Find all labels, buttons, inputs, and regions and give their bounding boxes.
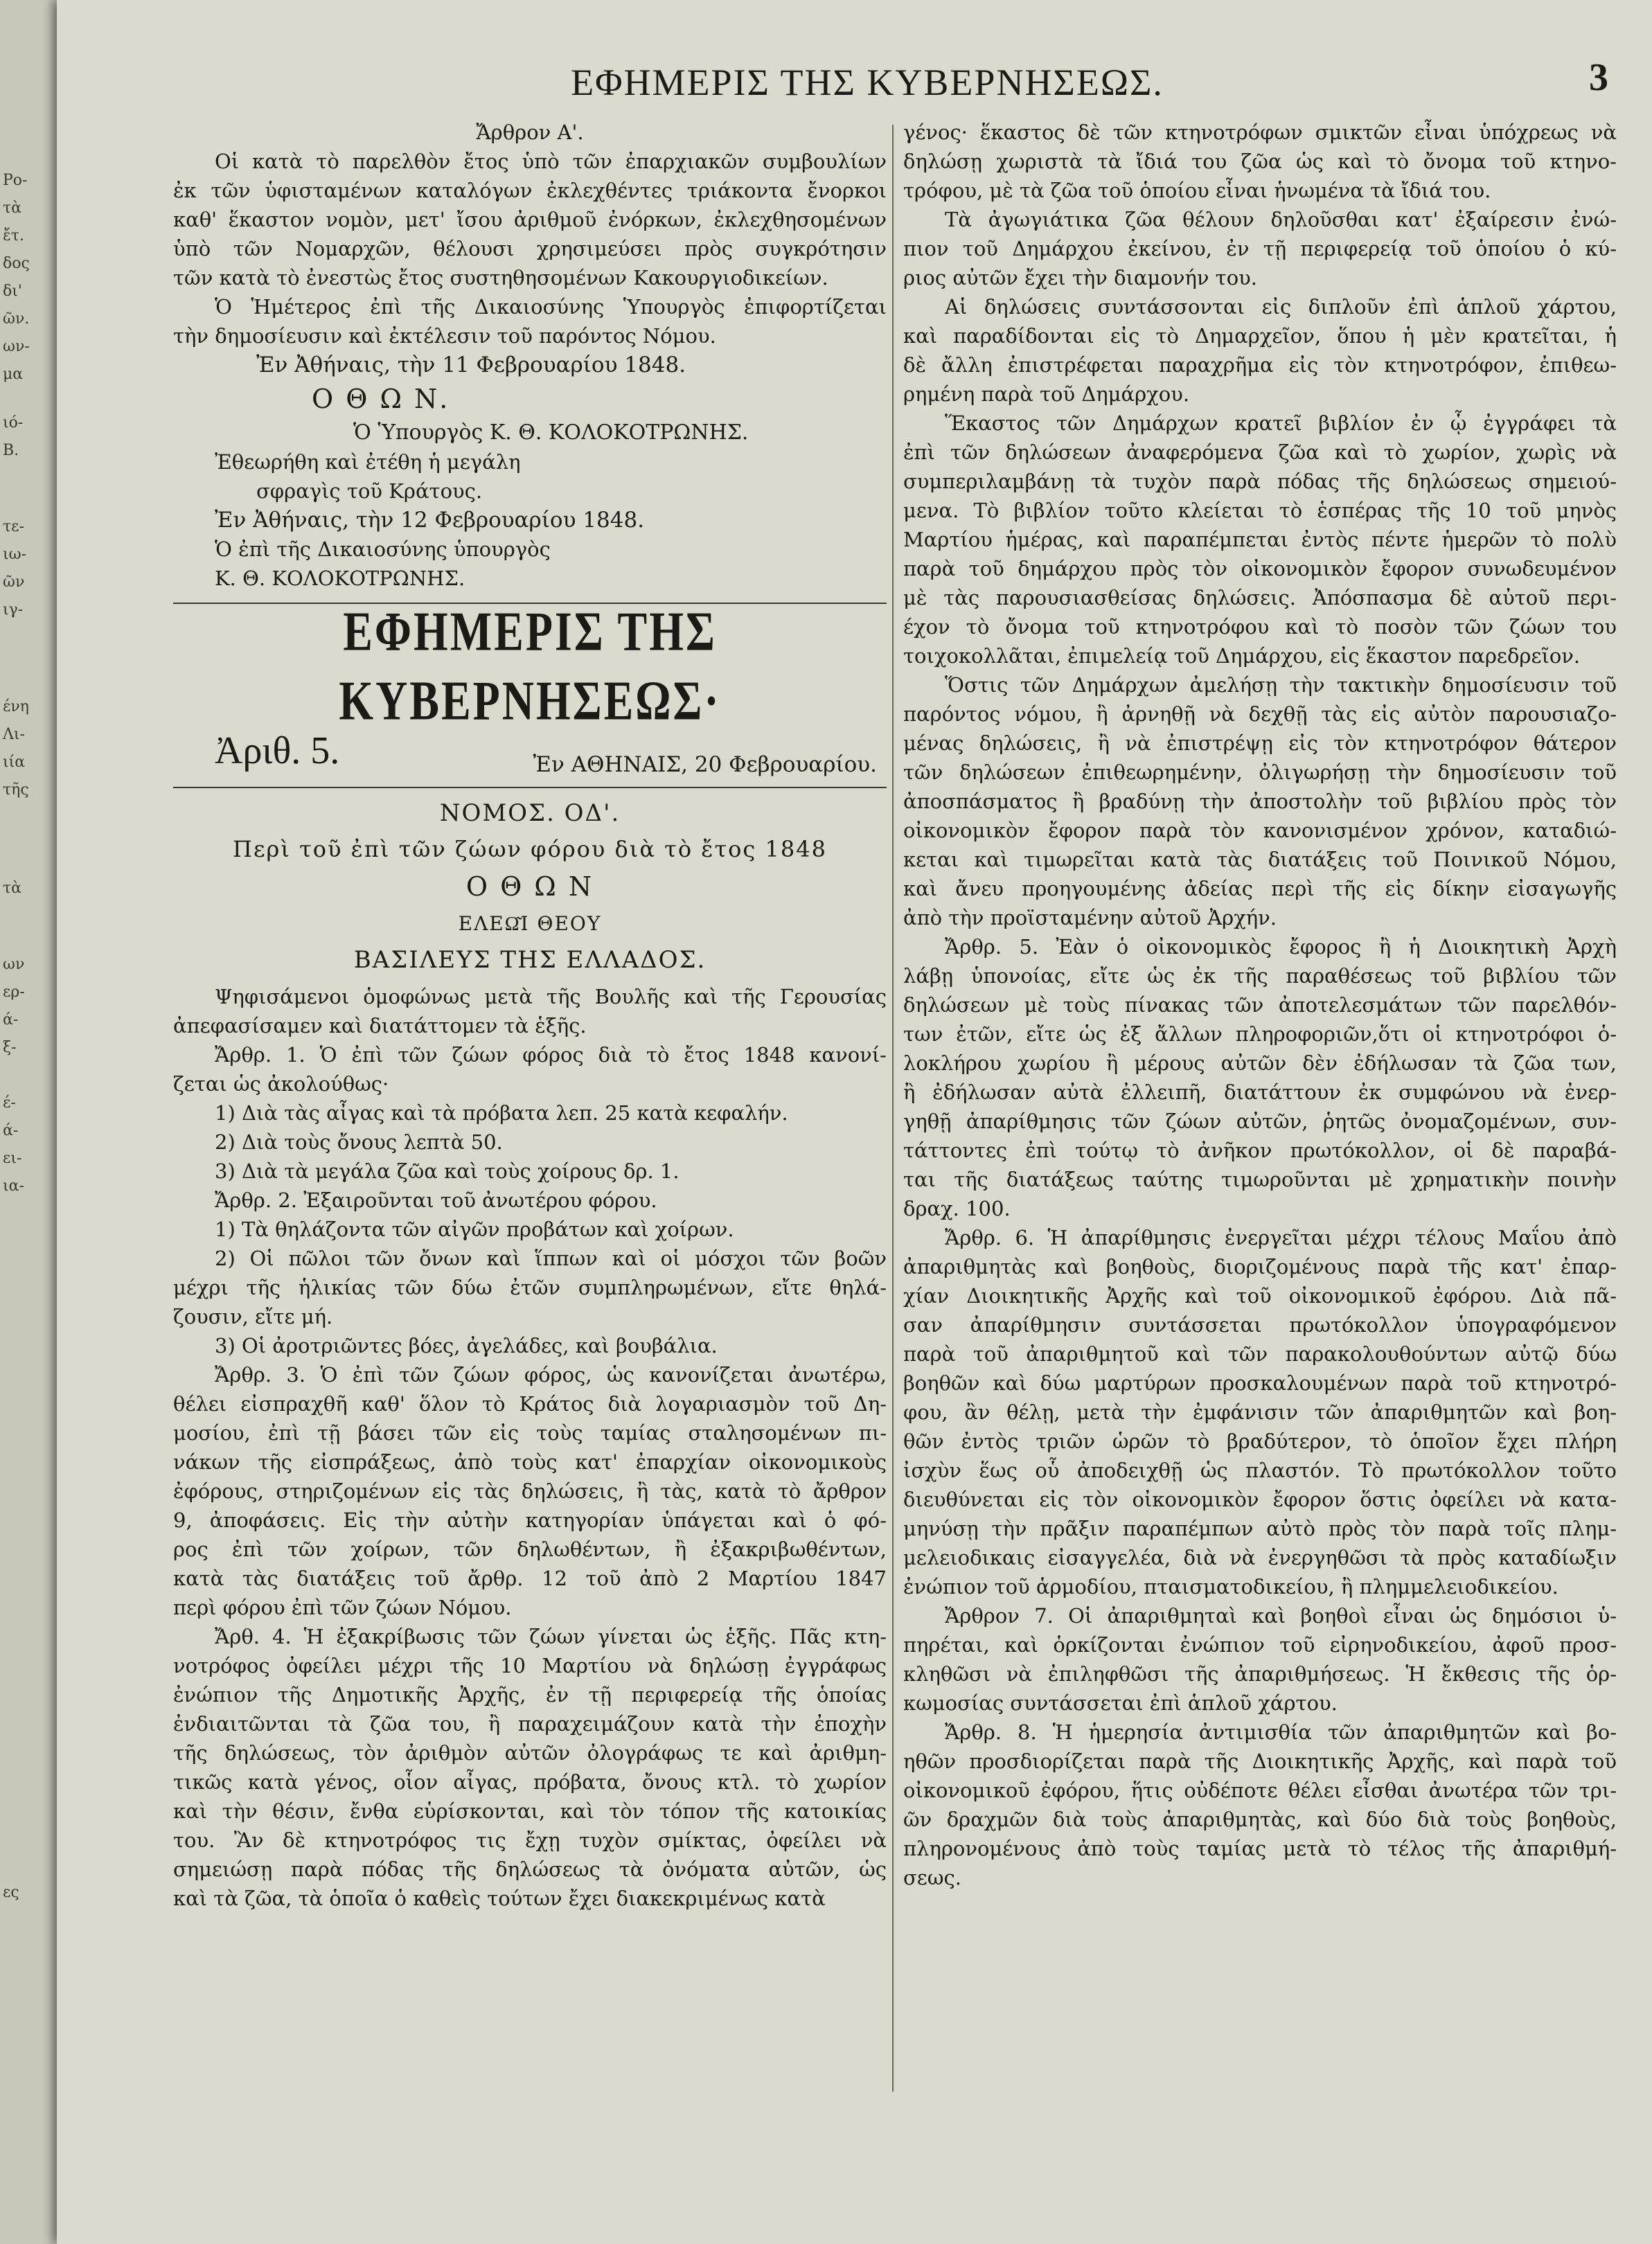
text-line: Ἕκαστος τῶν Δημάρχων κρατεῖ βιβλίον ἐν ᾧ ἐγγράφει τὰ [945,411,1617,435]
text-line: τάττοντες ἐπὶ τούτῳ τὸ ἀνῆκον πρωτόκολλον, οἱ δὲ παραβά- [903,1139,1617,1162]
margin-fragment: ιγ- [3,601,24,618]
text-line: Μαρτίου ἡμέρας, καὶ παραπέμπεται ἐντὸς πέντε ἡμερῶν τὸ πολὺ [903,528,1617,551]
text-line: ἐνώπιον τῆς Δημοτικῆς Ἀρχῆς, ἐν τῇ περιφερείᾳ τῆς ὁποίας [173,1683,887,1707]
text-line: καὶ παραδίδονται εἰς τὸ Δημαρχεῖον, ὅπου ἡ μὲν κρατεῖται, ἡ [903,324,1617,348]
masthead-rule [173,787,887,788]
text-line: καθ' ἕκαστον νομὸν, μετ' ἴσου ἀριθμοῦ ἐνόρκων, ἐκλεχθησομένων [173,208,887,231]
seal-date: Ἐν Ἀθήναις, τὴν 12 Φεβρουαρίου 1848. [215,508,645,533]
margin-fragment: Ρο- [3,172,28,189]
text-line: γένος· ἕκαστος δὲ τῶν κτηνοτρόφων σμικτῶν εἶναι ὑπόχρεως νὰ [903,121,1617,144]
text-line: τοιχοκολλᾶται, ἐπιμελείᾳ τοῦ Δημάρχου, εἰς ἕκαστον παρεδρεῖον. [903,644,1581,668]
text-line: λοκλήρου χωρίου ἢ μέρους αὐτῶν δὲν ἐδήλωσαν τὰ ζῶα των, [903,1051,1617,1075]
text-line: ἐκ τῶν ὑφισταμένων καταλόγων ἐκλεχθέντες τριάκοντα ἔνορκοι [173,179,887,202]
text-line: παρὰ τοῦ ἀπαριθμητοῦ καὶ τῶν παρακολουθούντων αὐτῷ δύω [903,1342,1617,1366]
issue-row [173,729,887,787]
margin-fragment: δος [3,255,30,272]
text-line: Ὅστις τῶν Δημάρχων ἀμελήσῃ τὴν τακτικὴν δημοσίευσιν τοῦ [945,673,1617,697]
text-line: μενα. Τὸ βιβλίον τοῦτο κλείεται τὸ ἑσπέρας τῆς 10 τοῦ μηνὸς [903,499,1617,522]
text-line: Ψηφισάμενοι ὁμοφώνως μετὰ τῆς Βουλῆς καὶ τῆς Γερουσίας [215,985,887,1008]
text-line: τῶν δηλώσεων ἐπιθεωρημένην, ὀλιγωρήσῃ τὴν δημοσίευσιν τοῦ [903,760,1617,784]
text-line: 3) Διὰ τὰ μεγάλα ζῶα καὶ τοὺς χοίρους δρ. 1. [215,1159,680,1183]
margin-fragment: ει- [3,1150,22,1167]
text-line: ἐνδιαιτῶνται τὰ ζῶα του, ἢ παραχειμάζουν κατὰ τὴν ἐποχὴν [173,1712,887,1736]
decree-date: Ἐν Ἀθήναις, τὴν 11 Φεβρουαρίου 1848. [256,353,686,377]
text-line: ρημένη παρὰ τοῦ Δημάρχου. [903,382,1190,406]
text-line: Αἱ δηλώσεις συντάσσονται εἰς διπλοῦν ἐπὶ ἁπλοῦ χάρτου, [945,295,1617,319]
text-line: Ἄρθρον 7. Οἱ ἀπαριθμηταὶ καὶ βοηθοὶ εἶναι ὡς δημόσιοι ὑ- [945,1604,1617,1628]
text-line: πηρέται, καὶ ὁρκίζονται ἐνώπιον τοῦ εἰρηνοδικείου, ἀφοῦ προσ- [903,1633,1617,1657]
text-line: σαν ἀπαρίθμησιν συντάσσεται πρωτόκολλον ὑπογραφόμενον [903,1313,1617,1337]
text-line: Ὁ Ἡμέτερος ἐπὶ τῆς Δικαιοσύνης Ὑπουργὸς ἐπιφορτίζεται [215,295,887,319]
margin-fragment: Λι- [3,726,25,743]
margin-fragment: τε- [3,518,25,535]
text-line: ἀπὸ τὴν προϊσταμένην αὐτοῦ Ἀρχήν. [903,906,1277,929]
seal-minister-title: Ὁ ἐπὶ τῆς Δικαιοσύνης ὑπουργὸς [215,537,551,561]
law-number: ΝΟΜΟΣ. ΟΔ'. [439,799,621,827]
text-line: Ἄρθρ. 3. Ὁ ἐπὶ τῶν ζώων φόρος, ὡς κανονίζεται ἀνωτέρω, [215,1363,887,1387]
margin-fragment: ιό- [3,414,24,431]
text-line: Ἄρθρ. 1. Ὁ ἐπὶ τῶν ζώων φόρος διὰ τὸ ἔτος 1848 κανονί- [215,1043,887,1067]
text-line: χίαν Διοικητικῆς Ἀρχῆς καὶ τοῦ οἰκονομικοῦ ἐφόρου. Διὰ πᾶ- [903,1284,1617,1308]
margin-fragment: ῶν. [3,310,30,328]
text-line: ἐνώπιον τοῦ ἁρμοδίου, πταισματοδικείου, ἢ πλημμελειοδικείου. [903,1575,1558,1599]
previous-page-edge [0,0,60,2244]
left-column [173,118,887,1913]
text-line: 9, ἀποφάσεις. Εἰς τὴν αὐτὴν κατηγορίαν ὑπάγεται καὶ ὁ φό- [173,1508,887,1532]
seal-minister-name: Κ. Θ. ΚΟΛΟΚΟΤΡΩΝΗΣ. [215,567,465,590]
law-body [173,982,887,1913]
text-line: Ἄρθρ. 2. Ἐξαιροῦνται τοῦ ἀνωτέρου φόρου. [215,1188,657,1212]
margin-fragment: ων- [3,338,30,355]
margin-fragment: τὰ [3,880,22,897]
minister-signature: Ὁ Ὑπουργὸς Κ. Θ. ΚΟΛΟΚΟΤΡΩΝΗΣ. [353,420,749,445]
margin-fragment: ων [3,956,25,973]
text-line: Ἄρθρ. 8. Ἡ ἡμερησία ἀντιμισθία τῶν ἀπαριθμητῶν καὶ βο- [945,1720,1617,1744]
text-line: σεως. [903,1866,961,1889]
text-line: πιον τοῦ Δημάρχου ἐκείνου, ἐν τῇ περιφερείᾳ τοῦ ὁποίου ὁ κύ- [903,237,1617,260]
text-line: δηλώσῃ χωριστὰ τὰ ἴδιά του ζῶα ὡς καὶ τὸ ὄνομα τοῦ κτηνο- [903,150,1617,173]
issue-number: Ἀριθ. 5. [215,729,340,772]
seal-note-2: σφραγὶς τοῦ Κράτους. [256,479,483,503]
margin-fragment: τὰ [3,199,22,217]
text-line: 3) Οἱ ἀροτριῶντες βόες, ἀγελάδες, καὶ βουβάλια. [215,1334,718,1357]
law-subject: Περὶ τοῦ ἐπὶ τῶν ζώων φόρου διὰ τὸ ἔτος 1848 [233,836,827,862]
margin-fragment: ά- [3,1011,19,1028]
text-line: μηνύσῃ τὴν πρᾶξιν παραπέμπων αὐτὸ πρὸς τὸν παρὰ τοῖς πλημ- [903,1517,1617,1540]
text-line: 1) Τὰ θηλάζοντα τῶν αἰγῶν προβάτων καὶ χοίρων. [215,1218,734,1241]
text-line: μελειοδικαις εἰσαγγελέα, διὰ νὰ ἐνεργηθῶσι τὰ πρὸς καταδίωξιν [903,1546,1617,1569]
right-column [903,118,1617,1892]
page-number: 3 [1589,56,1608,99]
masthead-title: ΕΦΗΜΕΡΙΣ ΤΗΣ ΚΥΒΕΡΝΗΣΕΩΣ· [339,600,721,731]
law-royal-title: ΒΑΣΙΛΕΥΣ ΤΗΣ ΕΛΛΑΔΟΣ. [353,946,707,974]
text-line: ῶν δραχμῶν διὰ τοὺς ἀπαριθμητὰς, καὶ δύο διὰ τοὺς βοηθοὺς, [903,1808,1617,1831]
margin-fragment: ξ- [3,1039,17,1056]
margin-fragment: ερ- [3,983,25,1001]
text-line: ἀπεφασίσαμεν καὶ διατάττομεν τὰ ἑξῆς. [173,1014,587,1038]
text-line: πληρονομένους ἀπὸ τοὺς ταμίας μετὰ τὸ τέλος τῆς ἀπαριθμή- [903,1837,1617,1860]
text-line: ζουσιν, εἴτε μή. [173,1305,333,1328]
text-line: φου, ἂν θέλῃ, μετὰ τὴν ἐμφάνισιν τῶν ἀπαριθμητῶν καὶ βοη- [903,1400,1617,1424]
text-line: τῶν κατὰ τὸ ἐνεστὼς ἔτος συστηθησομένων Κακουργιοδικείων. [173,266,828,290]
margin-fragment: ἔτ. [3,227,24,244]
text-line: ἀποσπάσματος ἢ βραδύνῃ τὴν ἀποστολὴν τοῦ βιβλίου πρὸς τὸν [903,790,1617,813]
margin-fragment: μα [3,366,24,383]
text-line: 2) Οἱ πῶλοι τῶν ὄνων καὶ ἵππων καὶ οἱ μόσχοι τῶν βοῶν [215,1247,887,1270]
text-line: νάκων τῆς εἰσπράξεως, ἀπὸ τοὺς κατ' ἐπαρχίαν οἰκονομικοὺς [173,1450,887,1474]
margin-fragment: Β. [3,442,19,459]
text-line: μοσίου, ἐπὶ τῇ βάσει τῶν εἰς τοὺς ταμίας σταλησομένων πι- [173,1421,887,1445]
text-line: παρὰ τοῦ δημάρχου πρὸς τὸν οἰκονομικὸν ἔφορον συνωδευμένον [903,557,1617,580]
text-line: του. Ἂν δὲ κτηνοτρόφος τις ἔχῃ τυχὸν σμίκτας, ὀφείλει νὰ [173,1828,887,1852]
text-line: ζεται ὡς ἀκολούθως· [173,1072,389,1096]
text-line: Ἄρθ. 4. Ἡ ἐξακρίβωσις τῶν ζώων γίνεται ὡς ἑξῆς. Πᾶς κτη- [215,1625,887,1648]
margin-fragment: ένη [3,698,29,715]
law-king: Ο Θ Ω Ν [465,871,594,902]
text-line: ἐφόρους, στηριζομένων εἰς τὰς δηλώσεις, ἢ τὰς, κατὰ τὸ ἄρθρον [173,1479,887,1503]
text-line: νοτρόφος ὀφείλει μέχρι τῆς 10 Μαρτίου νὰ δηλώσῃ ἐγγράφως [173,1654,887,1677]
issue-place-date: Ἐν ΑΘΗΝΑΙΣ, 20 Φεβρουαρίου. [533,752,877,777]
text-line: καὶ τὴν θέσιν, ἔνθα εὑρίσκονται, καὶ τὸν τόπον τῆς κατοικίας [173,1799,887,1823]
text-line: διευθύνεται εἰς τὸν οἰκονομικὸν ἔφορον ὅστις ὀφείλει νὰ κατα- [903,1488,1617,1511]
text-line: κεται καὶ τιμωρεῖται κατὰ τὰς διατάξεις τοῦ Ποινικοῦ Νόμου, [903,848,1617,871]
text-line: 2) Διὰ τοὺς ὄνους λεπτὰ 50. [215,1130,503,1154]
text-line: Οἱ κατὰ τὸ παρελθὸν ἔτος ὑπὸ τῶν ἐπαρχιακῶν συμβουλίων [215,150,887,173]
text-line: κατὰ τὰς διατάξεις τοῦ ἄρθρ. 12 τοῦ ἀπὸ 2 Μαρτίου 1847 [173,1567,887,1590]
article-heading: Ἄρθρον Α'. [476,121,584,144]
text-line: κωμοσίας συντάσσεται ἐπὶ ἁπλοῦ χάρτου. [903,1691,1338,1715]
text-line: Ἄρθρ. 5. Ἐὰν ὁ οἰκονομικὸς ἔφορος ἢ ἡ Διοικητικὴ Ἀρχὴ [945,935,1617,959]
text-line: ἢ ἐδήλωσαν αὐτὰ ἐλλειπῆ, διατάττουν ἐκ συμφώνου νὰ ἐνερ- [903,1080,1617,1104]
text-line: οἰκονομικὸν ἔφορον παρὰ τὸν κανονισμένον χρόνον, καταδιώ- [903,819,1617,842]
seal-note: Ἐθεωρήθη καὶ ἐτέθη ἡ μεγάλη [215,450,521,474]
text-line: καὶ τὰ ζῶα, τὰ ὁποῖα ὁ καθεὶς τούτων ἔχει διακεκριμένως κατὰ [173,1887,826,1910]
text-line: δηλώσεων μὲ τοὺς πίνακας τῶν ἀποτελεσμάτων τῶν παρελθόν- [903,993,1617,1017]
text-line: ρος ἐπὶ τῶν χοίρων, τῶν δηλωθέντων, ἢ ἐξακριβωθέντων, [173,1538,887,1561]
text-line: παρόντος νόμου, ἢ ἀρνηθῇ νὰ δεχθῇ τὰς εἰς αὐτὸν παρουσιαζο- [903,702,1617,726]
text-line: Ἄρθρ. 6. Ἡ ἀπαρίθμησις ἐνεργεῖται μέχρι τέλους Μαΐου ἀπὸ [945,1226,1617,1249]
text-line: καὶ ἄνευ προηγουμένης ἀδείας περὶ τῆς εἰς δίκην εἰσαγωγῆς [903,877,1617,900]
margin-fragment: ες [3,1884,19,1901]
text-line: μένας δηλώσεις, ἢ νὰ ἐπιστρέψῃ εἰς τὸν κτηνοτρόφον θάτερον [903,731,1617,755]
text-line: ἰσχὺν ἕως οὗ ἀποδειχθῇ ὡς πλαστόν. Τὸ πρωτόκολλον τοῦτο [903,1459,1617,1482]
text-line: 1) Διὰ τὰς αἶγας καὶ τὰ πρόβατα λεπ. 25 κατὰ κεφαλήν. [215,1101,788,1125]
text-line: ἀπαριθμητὰς καὶ βοηθοὺς, διοριζομένους παρὰ τῆς κατ' ἐπαρ- [903,1255,1617,1279]
text-line: βοηθῶν καὶ δύω μαρτύρων προσκαλουμένων παρὰ τοῦ κτηνοτρό- [903,1371,1617,1395]
text-line: των ἐτῶν, εἴτε ὡς ἐξ ἄλλων πληροφοριῶν,ὅτι οἱ κτηνοτρόφοι ὁ- [903,1022,1617,1046]
text-line: έχον τὸ ὄνομα τοῦ κτηνοτρόφου καὶ τὸ ποσὸν τῶν ζώων του [903,615,1617,639]
text-line: ηθῶν προσδιορίζεται παρὰ τῆς Διοικητικῆς Ἀρχῆς, καὶ παρὰ τοῦ [903,1749,1617,1773]
margin-fragment: ιία [3,754,26,771]
text-line: ται τῆς διατάξεως ταύτης τιμωροῦνται μὲ χρηματικὴν ποινὴν [903,1168,1617,1191]
text-line: ἐπὶ τῶν δηλώσεων ἀναφερόμενα ζῶα καὶ τὸ χωρίον, χωρὶς νὰ [903,440,1617,464]
margin-fragment: ῶν [3,573,25,591]
text-line: σημειώσῃ παρὰ πόδας τῆς δηλώσεως τὰ ὀνόματα αὐτῶν, ὡς [173,1858,887,1881]
margin-fragment: τῆς [3,781,29,799]
text-line: τὴν δημοσίευσιν καὶ ἐκτέλεσιν τοῦ παρόντος Νόμου. [173,324,716,348]
text-line: συμπεριλαμβάνῃ τὰ τυχὸν παρὰ πόδας τῆς δηλώσεως σημειού- [903,470,1617,493]
text-line: θέλει εἰσπραχθῆ καθ' ὅλον τὸ Κράτος διὰ λογαριασμὸν τοῦ Δη- [173,1392,887,1416]
text-line: ριος αὐτῶν ἔχει τὴν διαμονήν του. [903,266,1258,290]
law-grace: ΕΛΕΩ͂Ι ΘΕΟΥ [458,912,602,935]
article-body [173,147,887,350]
margin-fragment: έ- [3,1094,16,1112]
text-line: τῆς δηλώσεως, τὸν ἀριθμὸν αὐτῶν ὀλογράφως τε καὶ ἀριθμη- [173,1741,887,1765]
king-signature: Ο Θ Ω Ν. [312,384,450,414]
text-line: περὶ φόρου ἐπὶ τῶν ζώων Νόμου. [173,1596,512,1619]
text-line: τικῶς κατὰ γένος, οἷον αἶγας, πρόβατα, ὄνους κτλ. τὸ χωρίον [173,1770,887,1794]
text-line: τρόφου, μὲ τὰ ζῶα τοῦ ὁποίου εἶναι ἡνωμένα τὰ ἴδιά του. [903,179,1491,202]
margin-fragment: δι' [3,283,22,300]
column-divider [892,125,894,2092]
margin-fragment: ια- [3,1177,24,1195]
newspaper-page [57,0,1652,2244]
text-line: μέχρι τῆς ἡλικίας τῶν δύω ἐτῶν συμπληρωμένων, εἴτε θηλά- [173,1276,887,1299]
text-line: Τὰ ἀγωγιάτικα ζῶα θέλουν δηλοῦσθαι κατ' ἐξαίρεσιν ἐνώ- [945,208,1617,231]
text-line: ὑπὸ τῶν Νομαρχῶν, θέλουσι χρησιμεύσει πρὸς συγκρότησιν [173,237,887,260]
text-line: γηθῇ ἀπαρίθμησις τῶν ζώων αὐτῶν, ῥητῶς ὀνομαζομένων, συν- [903,1110,1617,1133]
law-body-continued [903,118,1617,1892]
text-line: κληθῶσι νὰ ἐπιληφθῶσι τῆς ἀπαριθμήσεως. Ἡ ἔκθεσις τῆς ὁρ- [903,1662,1617,1686]
text-line: οἰκονομικοῦ ἐφόρου, ἥτις οὐδέποτε θέλει εἶσθαι ἀνωτέρα τῶν τρι- [903,1779,1617,1802]
text-line: λάβῃ ὑπονοίας, εἴτε ὡς ἐκ τῆς παραθέσεως τοῦ βιβλίου τῶν [903,964,1617,988]
text-line: θῶν ἐντὸς τριῶν ὡρῶν τὸ βραδύτερον, τὸ ὁποῖον ἔχει πλήρη [903,1430,1617,1453]
page-header [195,47,1608,109]
margin-fragment: ιω- [3,546,26,563]
text-line: μὲ τὰς παρουσιασθείσας δηλώσεις. Ἀπόσπασμα δὲ αὐτοῦ περι- [903,586,1617,609]
text-line: δραχ. 100. [903,1197,1011,1220]
running-title: ΕΦΗΜΕΡΙΣ ΤΗΣ ΚΥΒΕΡΝΗΣΕΩΣ. [571,62,1164,103]
text-line: δὲ ἄλλη ἐπιστρέφεται παραχρῆμα εἰς τὸν κτηνοτρόφον, ἐπιθεω- [903,353,1617,377]
margin-fragment: ά- [3,1122,19,1139]
